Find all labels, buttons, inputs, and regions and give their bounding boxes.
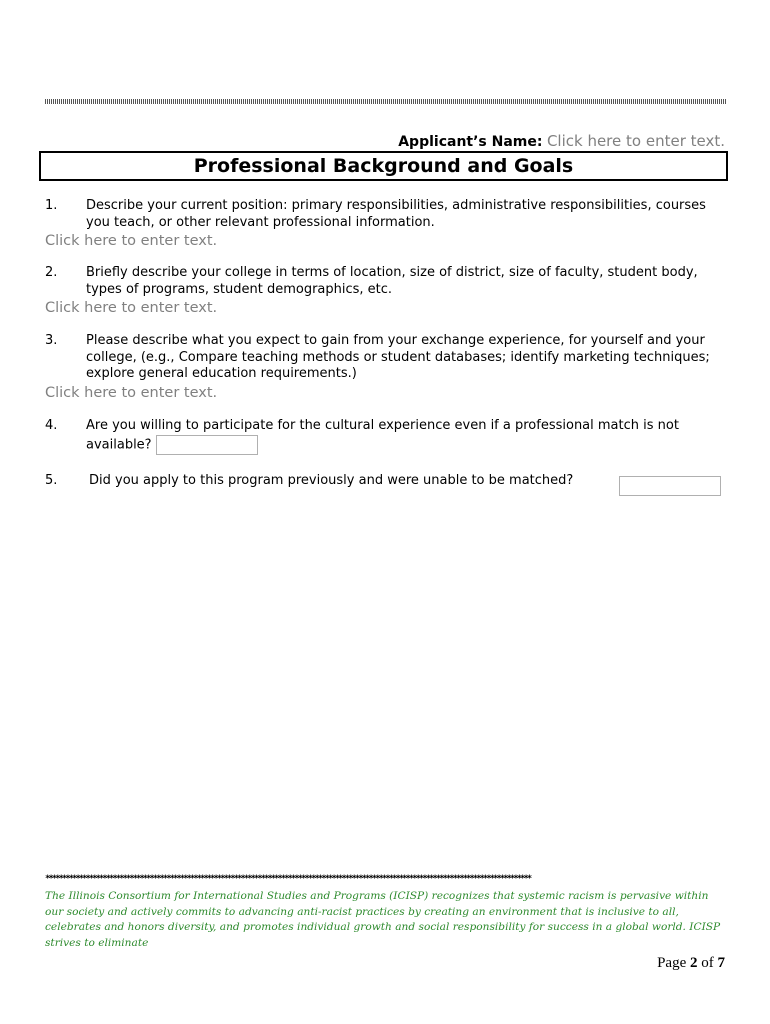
section-title: Professional Background and Goals: [39, 151, 728, 181]
question-5: [45, 473, 725, 490]
answer-field-2[interactable]: Click here to enter text.: [45, 300, 218, 316]
question-number: 4.: [45, 418, 58, 433]
question-text: Are you willing to participate for the cultural experience even if a professional match is not available?: [86, 418, 679, 452]
question-2: [45, 265, 725, 317]
applicant-name-field[interactable]: Click here to enter text.: [546, 132, 725, 150]
question-text-container: [86, 418, 725, 455]
applicant-name-line: [398, 132, 725, 150]
question-text: Please describe what you expect to gain from your exchange experience, for yourself and your college, (e.g., Compare teaching methods or student databases; identify marketing techniques; explore general education requirements.): [86, 333, 710, 381]
answer-field-1[interactable]: Click here to enter text.: [45, 233, 218, 249]
question-number: 1.: [45, 198, 58, 213]
question-1: [45, 198, 725, 250]
page-current: 2: [690, 955, 698, 971]
question-text: Briefly describe your college in terms of location, size of district, size of faculty, student body, types of programs, student demographics, etc.: [86, 265, 698, 297]
page-total: 7: [717, 955, 725, 971]
applicant-name-label: Applicant’s Name:: [398, 134, 543, 150]
question-3: [45, 333, 725, 402]
answer-field-4[interactable]: [156, 435, 258, 455]
top-dotted-rule: [45, 99, 727, 104]
footer-diversity-statement: The Illinois Consortium for International Studies and Programs (ICISP) recognizes that systemic racism is pervasive within our society and actively commits to advancing anti-racist practices by creating an environment that is inclusive to all, celebrates and honors diversity, and promotes individual growth and social responsibility for success in a global world. ICISP strives to eliminate: [45, 890, 721, 949]
question-4: [45, 418, 725, 455]
page-number: [657, 955, 725, 972]
question-number: 2.: [45, 265, 58, 280]
answer-field-3[interactable]: Click here to enter text.: [45, 384, 218, 401]
question-text: Did you apply to this program previously and were unable to be matched?: [89, 473, 574, 488]
page-prefix: Page: [657, 955, 687, 971]
page-of: of: [701, 955, 714, 971]
question-number: 3.: [45, 333, 58, 348]
answer-field-5[interactable]: [619, 476, 721, 496]
question-text: Describe your current position: primary responsibilities, administrative responsibilities, courses you teach, or other relevant professional information.: [86, 198, 706, 230]
question-number: 5.: [45, 473, 58, 488]
footer-star-separator: ************************************************************************************************************************************************: [45, 874, 531, 884]
